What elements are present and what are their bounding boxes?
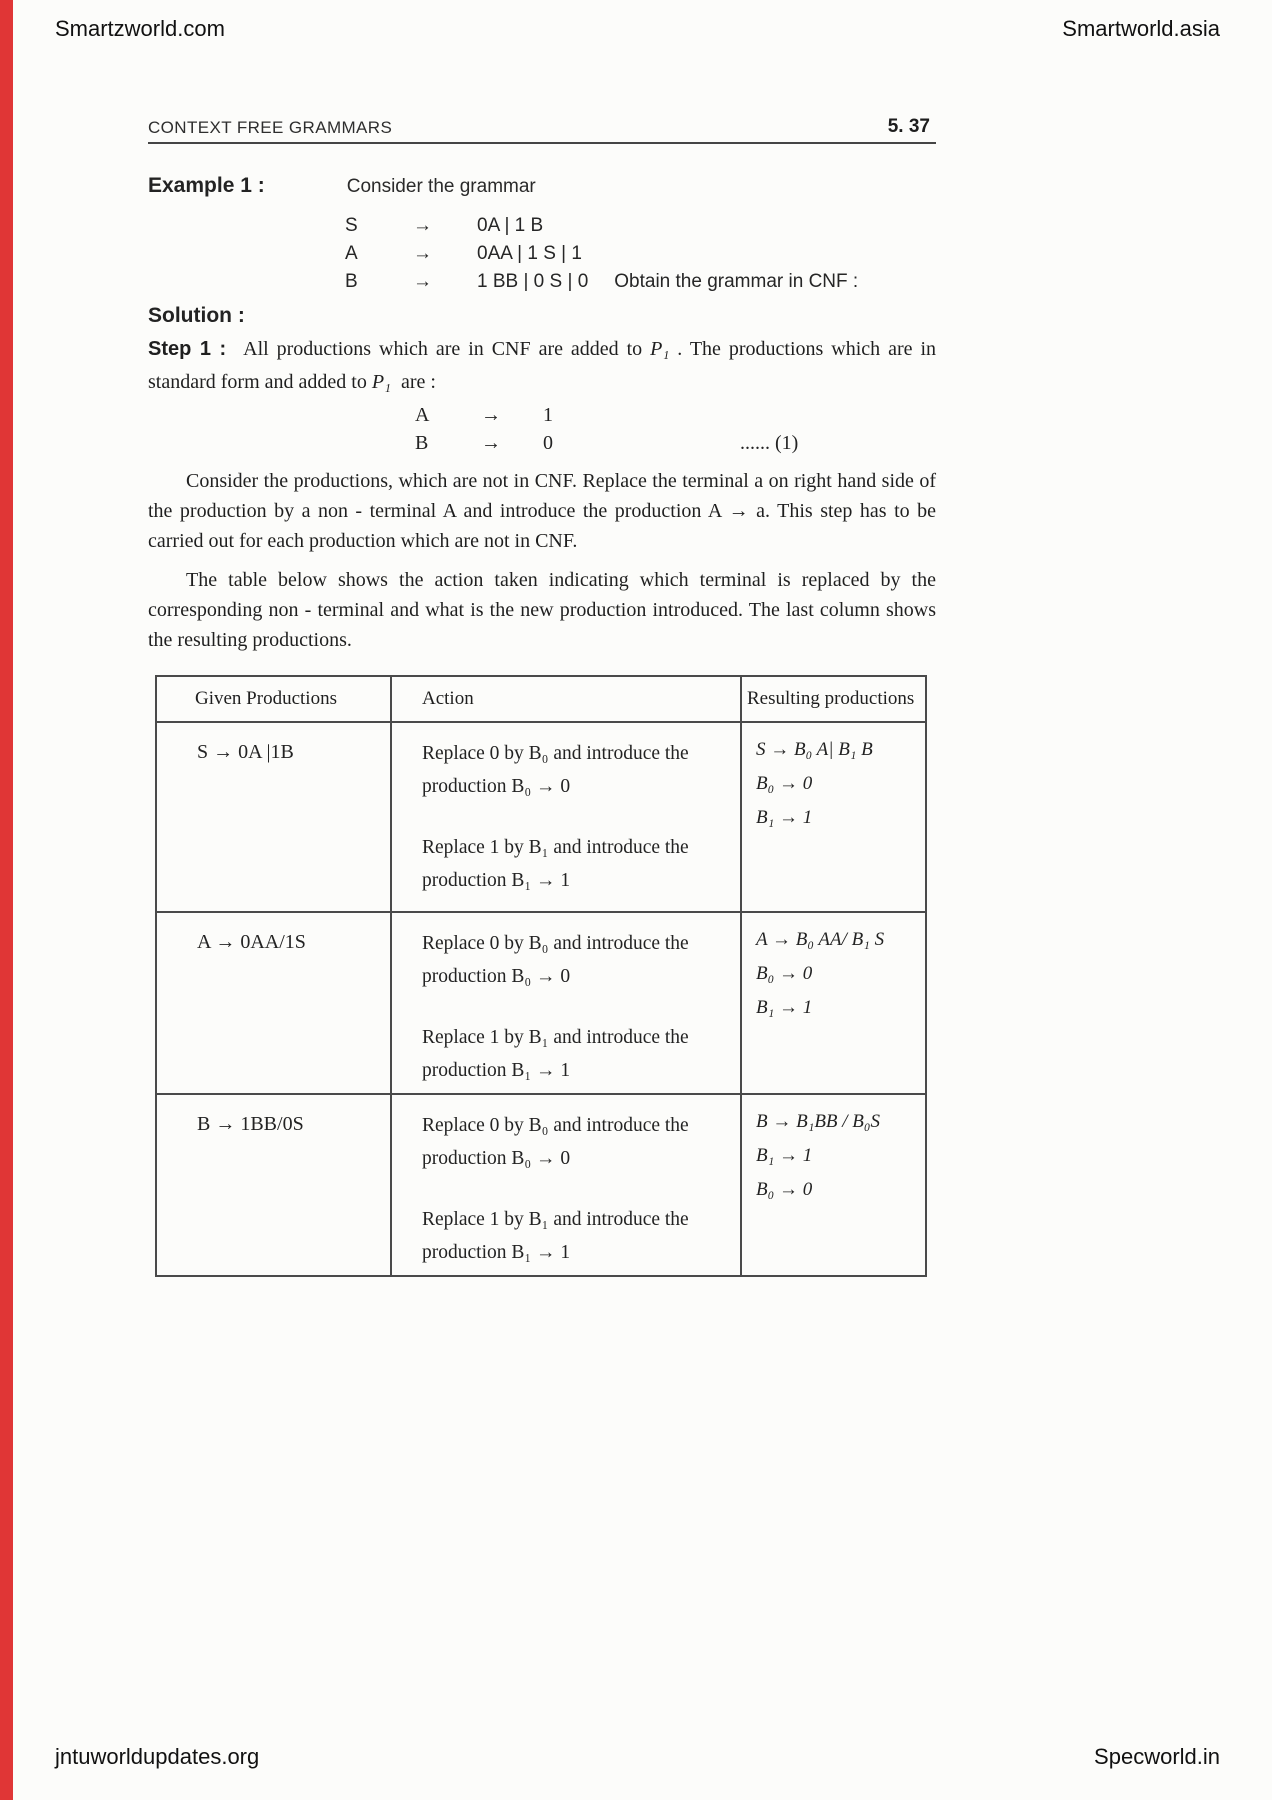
action-step-1: Replace 0 by B₀ and introduce the production B₀ → 0: [422, 743, 689, 797]
column-header-given: Given Productions: [156, 676, 391, 722]
grammar-listing: [345, 212, 936, 296]
step1-paragraph: [148, 333, 942, 399]
action-cell: [391, 912, 741, 1094]
given-production: S → 0A |1B: [156, 722, 391, 912]
production-rhs: 0: [543, 432, 553, 454]
production-lhs: A: [345, 243, 358, 264]
productions-table: [155, 675, 927, 1277]
resulting-productions-cell: [741, 1094, 926, 1276]
action-cell: [391, 722, 741, 912]
paragraph-replace-terminal: Consider the productions, which are not in CNF. Replace the terminal a on right hand side of the production by a non - terminal A and introduce the production A → a. This step has to be carried out for each production which are not in CNF.: [148, 470, 936, 552]
p1-symbol: P₁: [371, 371, 391, 393]
example-intro: Consider the grammar: [346, 176, 536, 197]
result-line: B₀ → 0: [756, 773, 813, 794]
equation-number: ...... (1): [740, 432, 799, 454]
production-lhs: B: [415, 432, 429, 454]
result-line: B → B₁BB / B₀S: [756, 1111, 881, 1132]
table-row: [156, 1094, 926, 1276]
production-rhs: 1 BB | 0 S | 0: [477, 271, 589, 292]
result-line: A → B₀ AA/ B₁ S: [756, 929, 885, 950]
production-arrow: →: [413, 215, 432, 236]
given-production: B → 1BB/0S: [156, 1094, 391, 1276]
watermark-top-right: Smartworld.asia: [1062, 16, 1220, 41]
result-line: B₀ → 0: [756, 1179, 813, 1200]
cnf-production-b: [415, 429, 936, 457]
cnf-production-a: [415, 401, 936, 429]
watermark-bottom-left: jntuworldupdates.org: [55, 1744, 260, 1769]
example-label: Example 1 :: [148, 174, 265, 197]
page-content: [148, 116, 942, 1277]
step1-text: All productions which are in CNF are added to: [243, 338, 651, 360]
action-step-2: Replace 1 by B₁ and introduce the production B₁ → 1: [422, 1209, 689, 1263]
page-header: [148, 116, 936, 144]
production-arrow: →: [413, 243, 432, 264]
left-red-stripe: [0, 0, 13, 1800]
p1-symbol: P₁: [650, 338, 670, 360]
page-number: 5. 37: [887, 116, 930, 137]
step1-text: . The productions which are in standard form and added to: [148, 338, 942, 393]
result-line: B₀ → 0: [756, 963, 813, 984]
given-production: A → 0AA/1S: [156, 912, 391, 1094]
production-rhs: 1: [543, 404, 553, 426]
grammar-production-b: [345, 268, 936, 296]
resulting-productions-cell: [741, 912, 926, 1094]
paragraph-table-intro: The table below shows the action taken indicating which terminal is replaced by the corresponding non - terminal and what is the new production introduced. The last column shows the resulting productions.: [148, 569, 936, 651]
column-header-action: Action: [391, 676, 741, 722]
grammar-production-s: [345, 212, 936, 240]
production-arrow: →: [481, 404, 501, 426]
production-lhs: A: [415, 404, 430, 426]
table-row: [156, 912, 926, 1094]
production-rhs: 0AA | 1 S | 1: [477, 243, 582, 264]
result-line: S → B₀ A| B₁ B: [756, 739, 873, 760]
result-line: B₁ → 1: [756, 807, 813, 828]
action-step-2: Replace 1 by B₁ and introduce the production B₁ → 1: [422, 1027, 689, 1081]
example-row: [148, 174, 936, 198]
step1-text: are :: [391, 371, 436, 393]
resulting-productions-cell: [741, 722, 926, 912]
solution-label: Solution :: [148, 304, 245, 327]
production-lhs: S: [345, 215, 358, 236]
chapter-title: CONTEXT FREE GRAMMARS: [148, 118, 393, 137]
action-step-1: Replace 0 by B₀ and introduce the production B₀ → 0: [422, 933, 689, 987]
grammar-production-a: [345, 240, 936, 268]
watermark-bottom-right: Specworld.in: [1094, 1744, 1220, 1769]
step1-label: Step 1 :: [148, 338, 244, 360]
column-header-result: Resulting productions: [741, 676, 926, 722]
action-step-1: Replace 0 by B₀ and introduce the production B₀ → 0: [422, 1115, 689, 1169]
cnf-productions: [415, 401, 936, 457]
table-header-row: [156, 676, 926, 722]
action-step-2: Replace 1 by B₁ and introduce the production B₁ → 1: [422, 837, 689, 891]
production-rhs: 0A | 1 B: [477, 215, 544, 236]
production-arrow: →: [481, 432, 501, 454]
cnf-instruction: Obtain the grammar in CNF :: [614, 271, 859, 292]
production-arrow: →: [413, 271, 432, 292]
table-row: [156, 722, 926, 912]
watermark-top-left: Smartzworld.com: [55, 16, 225, 41]
result-line: B₁ → 1: [756, 997, 813, 1018]
result-line: B₁ → 1: [756, 1145, 813, 1166]
action-cell: [391, 1094, 741, 1276]
production-lhs: B: [345, 271, 358, 292]
